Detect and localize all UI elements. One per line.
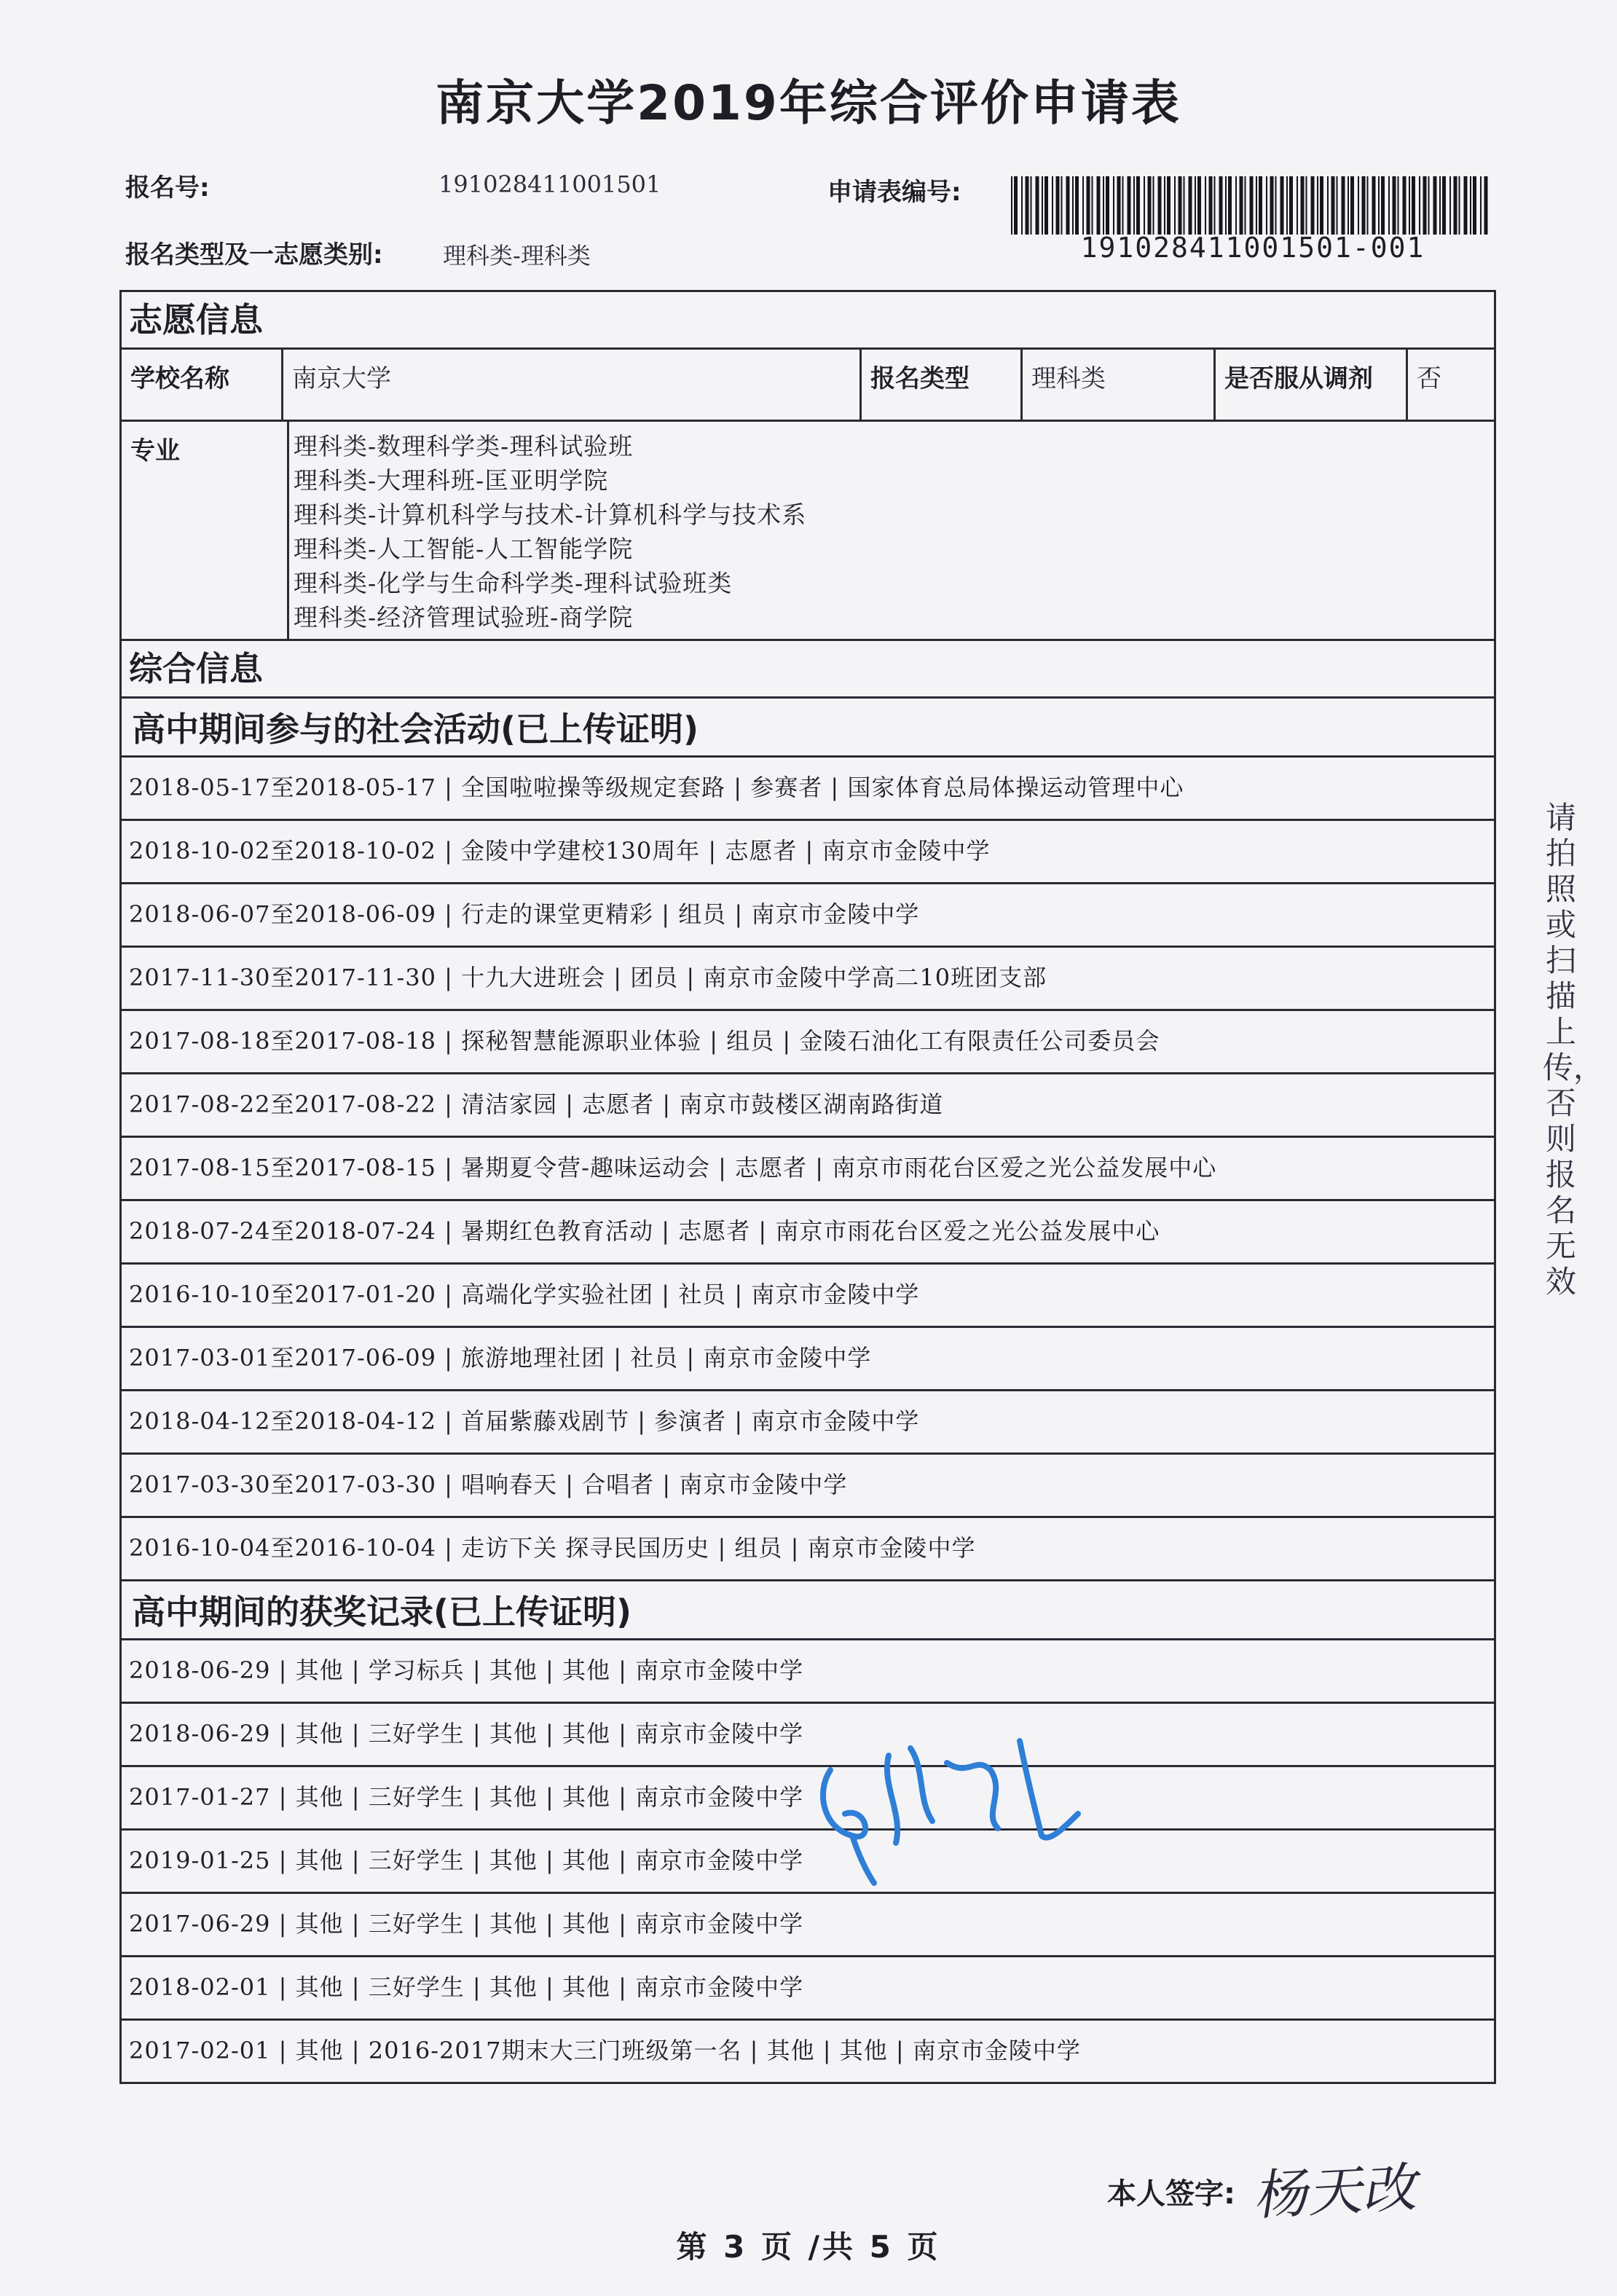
barcode-bar bbox=[1144, 176, 1145, 235]
barcode-bar bbox=[1128, 176, 1131, 235]
major-label: 专业 bbox=[130, 436, 180, 465]
school-label: 学校名称 bbox=[130, 364, 229, 393]
barcode-bar bbox=[1412, 176, 1415, 235]
barcode-bar bbox=[1367, 176, 1369, 235]
award-row: 2017-06-29 | 其他 | 三好学生 | 其他 | 其他 | 南京市金陵中学 bbox=[122, 1894, 1494, 1957]
barcode-bar bbox=[1327, 176, 1329, 235]
barcode-bar bbox=[1184, 176, 1185, 235]
barcode-bar bbox=[1428, 176, 1430, 235]
reg-type-value: 理科类 bbox=[1031, 364, 1106, 393]
barcode-bar bbox=[1459, 176, 1460, 235]
barcode-bar bbox=[1209, 176, 1213, 235]
barcode-bar bbox=[1266, 176, 1267, 235]
award-row: 2018-06-29 | 其他 | 学习标兵 | 其他 | 其他 | 南京市金陵中学 bbox=[122, 1640, 1494, 1704]
barcode-bar bbox=[1464, 176, 1468, 235]
barcode-bar bbox=[1470, 176, 1471, 235]
barcode-bar bbox=[1113, 176, 1114, 235]
barcode-bar bbox=[1449, 176, 1451, 235]
barcode-bar bbox=[1331, 176, 1335, 235]
barcode-bar bbox=[1342, 176, 1345, 235]
barcode-bar bbox=[1106, 176, 1109, 235]
barcode-bar bbox=[1021, 176, 1023, 235]
reg-no-label: 报名号: bbox=[125, 173, 210, 203]
barcode-bar bbox=[1235, 176, 1237, 235]
form-no-label: 申请表编号: bbox=[827, 178, 961, 207]
barcode-bar bbox=[1082, 176, 1084, 235]
barcode-bar bbox=[1164, 176, 1165, 235]
barcode-bar bbox=[1061, 176, 1063, 235]
barcode-bar bbox=[1362, 176, 1366, 235]
document-title: 南京大学2019年综合评价申请表 bbox=[436, 75, 1181, 131]
activity-row: 2017-08-18至2017-08-18 | 探秘智慧能源职业体验 | 组员 | 金陵石油化工有限责任公司委员会 bbox=[122, 1011, 1494, 1074]
barcode-bar bbox=[1337, 176, 1338, 235]
barcode-bar bbox=[1473, 176, 1476, 235]
barcode-bar bbox=[1117, 176, 1121, 235]
activity-row: 2018-06-07至2018-06-09 | 行走的课堂更精彩 | 组员 | 南京市金陵中学 bbox=[122, 884, 1494, 948]
award-row: 2018-02-01 | 其他 | 三好学生 | 其他 | 其他 | 南京市金陵中学 bbox=[122, 1957, 1494, 2021]
barcode-bar bbox=[1270, 176, 1274, 235]
award-row: 2017-01-27 | 其他 | 三好学生 | 其他 | 其他 | 南京市金陵中学 bbox=[122, 1767, 1494, 1831]
barcode-bar bbox=[1250, 176, 1254, 235]
award-row: 2017-02-01 | 其他 | 2016-2017期末大三门班级第一名 | 其他 | 其他 | 南京市金陵中学 bbox=[122, 2021, 1494, 2084]
barcode-bar bbox=[1350, 176, 1354, 235]
barcode-bar bbox=[1066, 176, 1070, 235]
barcode-bar bbox=[1014, 176, 1018, 235]
barcode-bar bbox=[1256, 176, 1257, 235]
barcode-bar bbox=[1409, 176, 1410, 235]
barcode-bar bbox=[1087, 176, 1090, 235]
activity-row: 2016-10-04至2016-10-04 | 走访下关 探寻民国历史 | 组员 | 南京市金陵中学 bbox=[122, 1518, 1494, 1581]
type-value: 理科类-理科类 bbox=[443, 242, 591, 270]
type-label: 报名类型及一志愿类别: bbox=[125, 240, 383, 270]
barcode-bar bbox=[1358, 176, 1359, 235]
major-item: 理科类-经济管理试验班-商学院 bbox=[294, 603, 634, 632]
school-row bbox=[122, 350, 1494, 422]
activity-row: 2018-10-02至2018-10-02 | 金陵中学建校130周年 | 志愿者 | 南京市金陵中学 bbox=[122, 821, 1494, 884]
barcode-bar bbox=[1052, 176, 1053, 235]
barcode-bar bbox=[1442, 176, 1446, 235]
vertical-upload-notice: 请拍照或扫描上传，否则报名无效 bbox=[1543, 800, 1605, 1300]
barcode-bar bbox=[1419, 176, 1420, 235]
activity-row: 2017-11-30至2017-11-30 | 十九大进班会 | 团员 | 南京市金陵中学高二10班团支部 bbox=[122, 948, 1494, 1011]
handwritten-signature: 杨天改 bbox=[1252, 2156, 1426, 2228]
barcode-bar bbox=[1214, 176, 1216, 235]
barcode-bar bbox=[1378, 176, 1380, 235]
barcode-bar bbox=[1167, 176, 1171, 235]
barcode-bar bbox=[1103, 176, 1104, 235]
barcode-bar bbox=[1311, 176, 1315, 235]
general-section-heading: 综合信息 bbox=[122, 641, 1494, 699]
barcode-bar bbox=[1056, 176, 1060, 235]
barcode-bar bbox=[1301, 176, 1305, 235]
barcode-bar bbox=[1259, 176, 1262, 235]
blue-ink-scribble bbox=[801, 1726, 1093, 1894]
major-item: 理科类-计算机科学与技术-计算机科学与技术系 bbox=[294, 500, 807, 529]
barcode-bar bbox=[1179, 176, 1182, 235]
barcode-bar bbox=[1153, 176, 1154, 235]
barcode-bar bbox=[1092, 176, 1093, 235]
reg-type-label: 报名类型 bbox=[870, 364, 969, 393]
barcode-bar bbox=[1433, 176, 1437, 235]
barcode-bar bbox=[1245, 176, 1246, 235]
activity-row: 2018-05-17至2018-05-17 | 全国啦啦操等级规定套路 | 参赛者 | 国家体育总局体操运动管理中心 bbox=[122, 758, 1494, 821]
barcode-bar bbox=[1240, 176, 1243, 235]
activity-row: 2017-03-01至2017-06-09 | 旅游地理社团 | 社员 | 南京市金陵中学 bbox=[122, 1328, 1494, 1391]
barcode-bar bbox=[1403, 176, 1406, 235]
barcode-bar bbox=[1398, 176, 1399, 235]
barcode-bar bbox=[1286, 176, 1288, 235]
barcode-bar bbox=[1136, 176, 1140, 235]
wish-section-heading: 志愿信息 bbox=[122, 292, 1494, 350]
major-item: 理科类-大理科班-匡亚明学院 bbox=[294, 466, 609, 495]
reg-no-value: 191028411001501 bbox=[438, 170, 661, 198]
major-item: 理科类-数理科学类-理科试验班 bbox=[294, 432, 634, 460]
barcode-bar bbox=[1297, 176, 1298, 235]
barcode-bar bbox=[1205, 176, 1206, 235]
adjust-value: 否 bbox=[1417, 364, 1441, 393]
barcode-bar bbox=[1228, 176, 1232, 235]
major-item: 理科类-化学与生命科学类-理科试验班类 bbox=[294, 569, 733, 597]
award-row: 2019-01-25 | 其他 | 三好学生 | 其他 | 其他 | 南京市金陵中学 bbox=[122, 1831, 1494, 1894]
barcode-bar bbox=[1174, 176, 1176, 235]
award-row: 2018-06-29 | 其他 | 三好学生 | 其他 | 其他 | 南京市金陵中学 bbox=[122, 1704, 1494, 1767]
barcode-bar bbox=[1075, 176, 1079, 235]
activity-row: 2018-04-12至2018-04-12 | 首届紫藤戏剧节 | 参演者 | 南京市金陵中学 bbox=[122, 1391, 1494, 1455]
barcode-bar bbox=[1197, 176, 1201, 235]
awards-heading: 高中期间的获奖记录(已上传证明) bbox=[122, 1581, 1494, 1640]
barcode-bar bbox=[1225, 176, 1227, 235]
barcode-bar bbox=[1036, 176, 1039, 235]
barcode-bar bbox=[1189, 176, 1192, 235]
barcode-bar bbox=[1148, 176, 1152, 235]
barcode-bar bbox=[1393, 176, 1396, 235]
barcode-bar bbox=[1133, 176, 1135, 235]
barcode-bar bbox=[1348, 176, 1349, 235]
barcode-bar bbox=[1195, 176, 1196, 235]
page-footer: 第 3 页 /共 5 页 bbox=[676, 2229, 941, 2265]
barcode-bar bbox=[1381, 176, 1385, 235]
barcode-bar bbox=[1275, 176, 1277, 235]
activity-row: 2016-10-10至2017-01-20 | 高端化学实验社团 | 社员 | 南京市金陵中学 bbox=[122, 1265, 1494, 1328]
barcode-bar bbox=[1320, 176, 1323, 235]
activity-row: 2017-03-30至2017-03-30 | 唱响春天 | 合唱者 | 南京市金陵中学 bbox=[122, 1455, 1494, 1518]
barcode-bar bbox=[1072, 176, 1074, 235]
major-row bbox=[122, 422, 1494, 641]
barcode-number: 191028411001501-001 bbox=[1080, 232, 1425, 264]
barcode-bar bbox=[1388, 176, 1390, 235]
major-item: 理科类-人工智能-人工智能学院 bbox=[294, 535, 634, 563]
barcode-bar bbox=[1122, 176, 1124, 235]
barcode-bar bbox=[1280, 176, 1284, 235]
activity-row: 2017-08-22至2017-08-22 | 清洁家园 | 志愿者 | 南京市鼓楼区湖南路街道 bbox=[122, 1074, 1494, 1138]
barcode-bar bbox=[1042, 176, 1043, 235]
school-value: 南京大学 bbox=[292, 364, 391, 393]
barcode-bar bbox=[1031, 176, 1032, 235]
barcode-bar bbox=[1219, 176, 1223, 235]
barcode-bar bbox=[1423, 176, 1427, 235]
major-list bbox=[122, 422, 806, 634]
barcode-bar bbox=[1044, 176, 1048, 235]
barcode-bar bbox=[1372, 176, 1376, 235]
barcode-bar bbox=[1158, 176, 1162, 235]
adjust-label: 是否服从调剂 bbox=[1224, 364, 1373, 393]
barcode-bar bbox=[1484, 176, 1488, 235]
barcode-bar bbox=[1439, 176, 1441, 235]
activities-heading: 高中期间参与的社会活动(已上传证明) bbox=[122, 699, 1494, 758]
barcode-bar bbox=[1306, 176, 1307, 235]
barcode-bar bbox=[1097, 176, 1101, 235]
signature-label: 本人签字: bbox=[1107, 2177, 1235, 2211]
barcode-bar bbox=[1317, 176, 1318, 235]
barcode-bar bbox=[1026, 176, 1029, 235]
barcode-bar bbox=[1011, 176, 1012, 235]
barcode bbox=[1011, 176, 1492, 235]
barcode-bar bbox=[1454, 176, 1457, 235]
activities-list bbox=[122, 758, 1494, 1581]
activity-row: 2017-08-15至2017-08-15 | 暑期夏令营-趣味运动会 | 志愿者 | 南京市雨花台区爱之光公益发展中心 bbox=[122, 1138, 1494, 1201]
barcode-bar bbox=[1480, 176, 1482, 235]
barcode-bar bbox=[1289, 176, 1293, 235]
activity-row: 2018-07-24至2018-07-24 | 暑期红色教育活动 | 志愿者 | 南京市雨花台区爱之光公益发展中心 bbox=[122, 1201, 1494, 1265]
